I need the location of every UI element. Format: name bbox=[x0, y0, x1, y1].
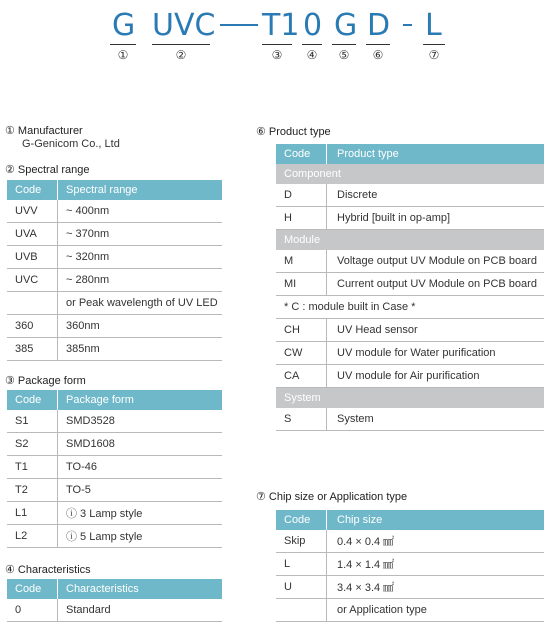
cell-code: UVA bbox=[7, 223, 58, 246]
cell-value: Discrete bbox=[327, 184, 545, 207]
table-row bbox=[7, 292, 222, 315]
cell-value: 360nm bbox=[58, 315, 223, 338]
table-row bbox=[276, 342, 544, 365]
cell-value: ~ 400nm bbox=[58, 200, 223, 223]
header-characteristics: Characteristics bbox=[58, 579, 223, 599]
code-dash bbox=[220, 24, 258, 26]
table-row bbox=[276, 530, 544, 553]
table-header bbox=[7, 180, 222, 200]
table-row bbox=[7, 200, 222, 223]
underline-1 bbox=[110, 44, 136, 45]
characteristics-table bbox=[7, 579, 222, 622]
cell-value: ~ 370nm bbox=[58, 223, 223, 246]
table-row-note bbox=[276, 296, 544, 319]
cell-value: ⓘ 5 Lamp style bbox=[58, 525, 223, 548]
code-char-package: T1 bbox=[262, 8, 300, 43]
table-header bbox=[276, 144, 544, 164]
spectral-range-title: ② Spectral range bbox=[5, 164, 90, 176]
cell-value: Standard bbox=[58, 599, 223, 622]
cell-value: ~ 280nm bbox=[58, 269, 223, 292]
cell-value: Voltage output UV Module on PCB board bbox=[327, 250, 545, 273]
chip-size-title: ⑦ Chip size or Application type bbox=[256, 491, 408, 503]
cell-code: T2 bbox=[7, 479, 58, 502]
cell-value: SMD1608 bbox=[58, 433, 223, 456]
cell-value: Hybrid [built in op-amp] bbox=[327, 207, 545, 230]
cell-code: S bbox=[276, 408, 327, 431]
cell-value: ⓘ 3 Lamp style bbox=[58, 502, 223, 525]
cell-value: TO-46 bbox=[58, 456, 223, 479]
group-label: System bbox=[276, 388, 544, 409]
package-form-title: ③ Package form bbox=[5, 375, 86, 387]
module-case-note: * C : module built in Case * bbox=[276, 296, 544, 319]
underline-5 bbox=[332, 44, 356, 45]
table-row bbox=[276, 576, 544, 599]
code-char-chip-g: G bbox=[334, 8, 358, 43]
manufacturer-value: G-Genicom Co., Ltd bbox=[22, 138, 120, 150]
header-spectral-range: Spectral range bbox=[58, 180, 223, 200]
cell-code: L1 bbox=[7, 502, 58, 525]
group-label: Component bbox=[276, 164, 544, 184]
cell-code: CH bbox=[276, 319, 327, 342]
table-row bbox=[7, 410, 222, 433]
cell-code: L2 bbox=[7, 525, 58, 548]
cell-code: D bbox=[276, 184, 327, 207]
cell-value: SMD3528 bbox=[58, 410, 223, 433]
cell-value: 385nm bbox=[58, 338, 223, 361]
cell-value: or Peak wavelength of UV LED bbox=[58, 292, 223, 315]
cell-value: or Application type bbox=[327, 599, 545, 622]
cell-value: UV module for Air purification bbox=[327, 365, 545, 388]
code-char-chip: L bbox=[425, 8, 442, 43]
cell-code: UVV bbox=[7, 200, 58, 223]
spectral-range-table bbox=[7, 180, 222, 361]
table-row bbox=[7, 433, 222, 456]
cell-code: Skip bbox=[276, 530, 327, 553]
cell-code: 360 bbox=[7, 315, 58, 338]
header-code: Code bbox=[276, 510, 327, 530]
table-row bbox=[7, 315, 222, 338]
table-row bbox=[7, 338, 222, 361]
table-row bbox=[7, 223, 222, 246]
table-row bbox=[276, 599, 544, 622]
cell-code: M bbox=[276, 250, 327, 273]
cell-code: T1 bbox=[7, 456, 58, 479]
package-form-table bbox=[7, 390, 222, 548]
cell-code: MI bbox=[276, 273, 327, 296]
header-code: Code bbox=[276, 144, 327, 164]
table-row bbox=[7, 269, 222, 292]
cell-value: TO-5 bbox=[58, 479, 223, 502]
underline-6 bbox=[366, 44, 390, 45]
code-num-2: ② bbox=[175, 48, 187, 62]
code-num-7: ⑦ bbox=[428, 48, 440, 62]
cell-code: S2 bbox=[7, 433, 58, 456]
code-dash-small bbox=[403, 24, 412, 26]
cell-code: CA bbox=[276, 365, 327, 388]
group-module bbox=[276, 230, 544, 251]
header-code: Code bbox=[7, 390, 58, 410]
code-num-5: ⑤ bbox=[338, 48, 350, 62]
code-char-characteristics: 0 bbox=[303, 8, 323, 43]
table-header bbox=[7, 390, 222, 410]
header-package-form: Package form bbox=[58, 390, 223, 410]
group-system bbox=[276, 388, 544, 409]
code-char-spectral: UVC bbox=[152, 8, 216, 43]
cell-value: ~ 320nm bbox=[58, 246, 223, 269]
table-row bbox=[276, 184, 544, 207]
cell-value: UV module for Water purification bbox=[327, 342, 545, 365]
product-type-title: ⑥ Product type bbox=[256, 126, 331, 138]
cell-code: S1 bbox=[7, 410, 58, 433]
product-type-table bbox=[276, 144, 544, 431]
cell-code bbox=[276, 599, 327, 622]
cell-value: System bbox=[327, 408, 545, 431]
table-row bbox=[7, 525, 222, 548]
cell-code: UVB bbox=[7, 246, 58, 269]
table-row bbox=[7, 479, 222, 502]
table-row bbox=[276, 250, 544, 273]
header-code: Code bbox=[7, 180, 58, 200]
group-component bbox=[276, 164, 544, 184]
group-label: Module bbox=[276, 230, 544, 251]
code-char-manufacturer: G bbox=[112, 8, 136, 43]
code-num-6: ⑥ bbox=[372, 48, 384, 62]
header-product-type: Product type bbox=[327, 144, 545, 164]
underline-7 bbox=[423, 44, 445, 45]
table-row bbox=[276, 553, 544, 576]
code-num-4: ④ bbox=[306, 48, 318, 62]
cell-code: H bbox=[276, 207, 327, 230]
underline-3 bbox=[262, 44, 292, 45]
code-char-product: D bbox=[367, 8, 391, 43]
cell-code: UVC bbox=[7, 269, 58, 292]
cell-value: UV Head sensor bbox=[327, 319, 545, 342]
cell-code: 0 bbox=[7, 599, 58, 622]
table-row bbox=[7, 456, 222, 479]
table-row bbox=[276, 273, 544, 296]
table-row bbox=[7, 502, 222, 525]
header-chip-size: Chip size bbox=[327, 510, 545, 530]
table-row bbox=[7, 599, 222, 622]
code-num-3: ③ bbox=[271, 48, 283, 62]
cell-value: 1.4 × 1.4 ㎟ bbox=[327, 553, 545, 576]
cell-value: 0.4 × 0.4 ㎟ bbox=[327, 530, 545, 553]
cell-code: L bbox=[276, 553, 327, 576]
table-header bbox=[276, 510, 544, 530]
table-row bbox=[276, 319, 544, 342]
cell-code: U bbox=[276, 576, 327, 599]
cell-code: CW bbox=[276, 342, 327, 365]
chip-size-table bbox=[276, 510, 544, 622]
header-code: Code bbox=[7, 579, 58, 599]
underline-4 bbox=[302, 44, 322, 45]
cell-value: 3.4 × 3.4 ㎟ bbox=[327, 576, 545, 599]
manufacturer-title: ① Manufacturer bbox=[5, 125, 83, 137]
underline-2 bbox=[152, 44, 210, 45]
table-row bbox=[276, 408, 544, 431]
table-row bbox=[7, 246, 222, 269]
cell-code: 385 bbox=[7, 338, 58, 361]
characteristics-title: ④ Characteristics bbox=[5, 564, 91, 576]
cell-code bbox=[7, 292, 58, 315]
cell-value: Current output UV Module on PCB board bbox=[327, 273, 545, 296]
code-num-1: ① bbox=[117, 48, 129, 62]
table-header bbox=[7, 579, 222, 599]
table-row bbox=[276, 207, 544, 230]
table-row bbox=[276, 365, 544, 388]
